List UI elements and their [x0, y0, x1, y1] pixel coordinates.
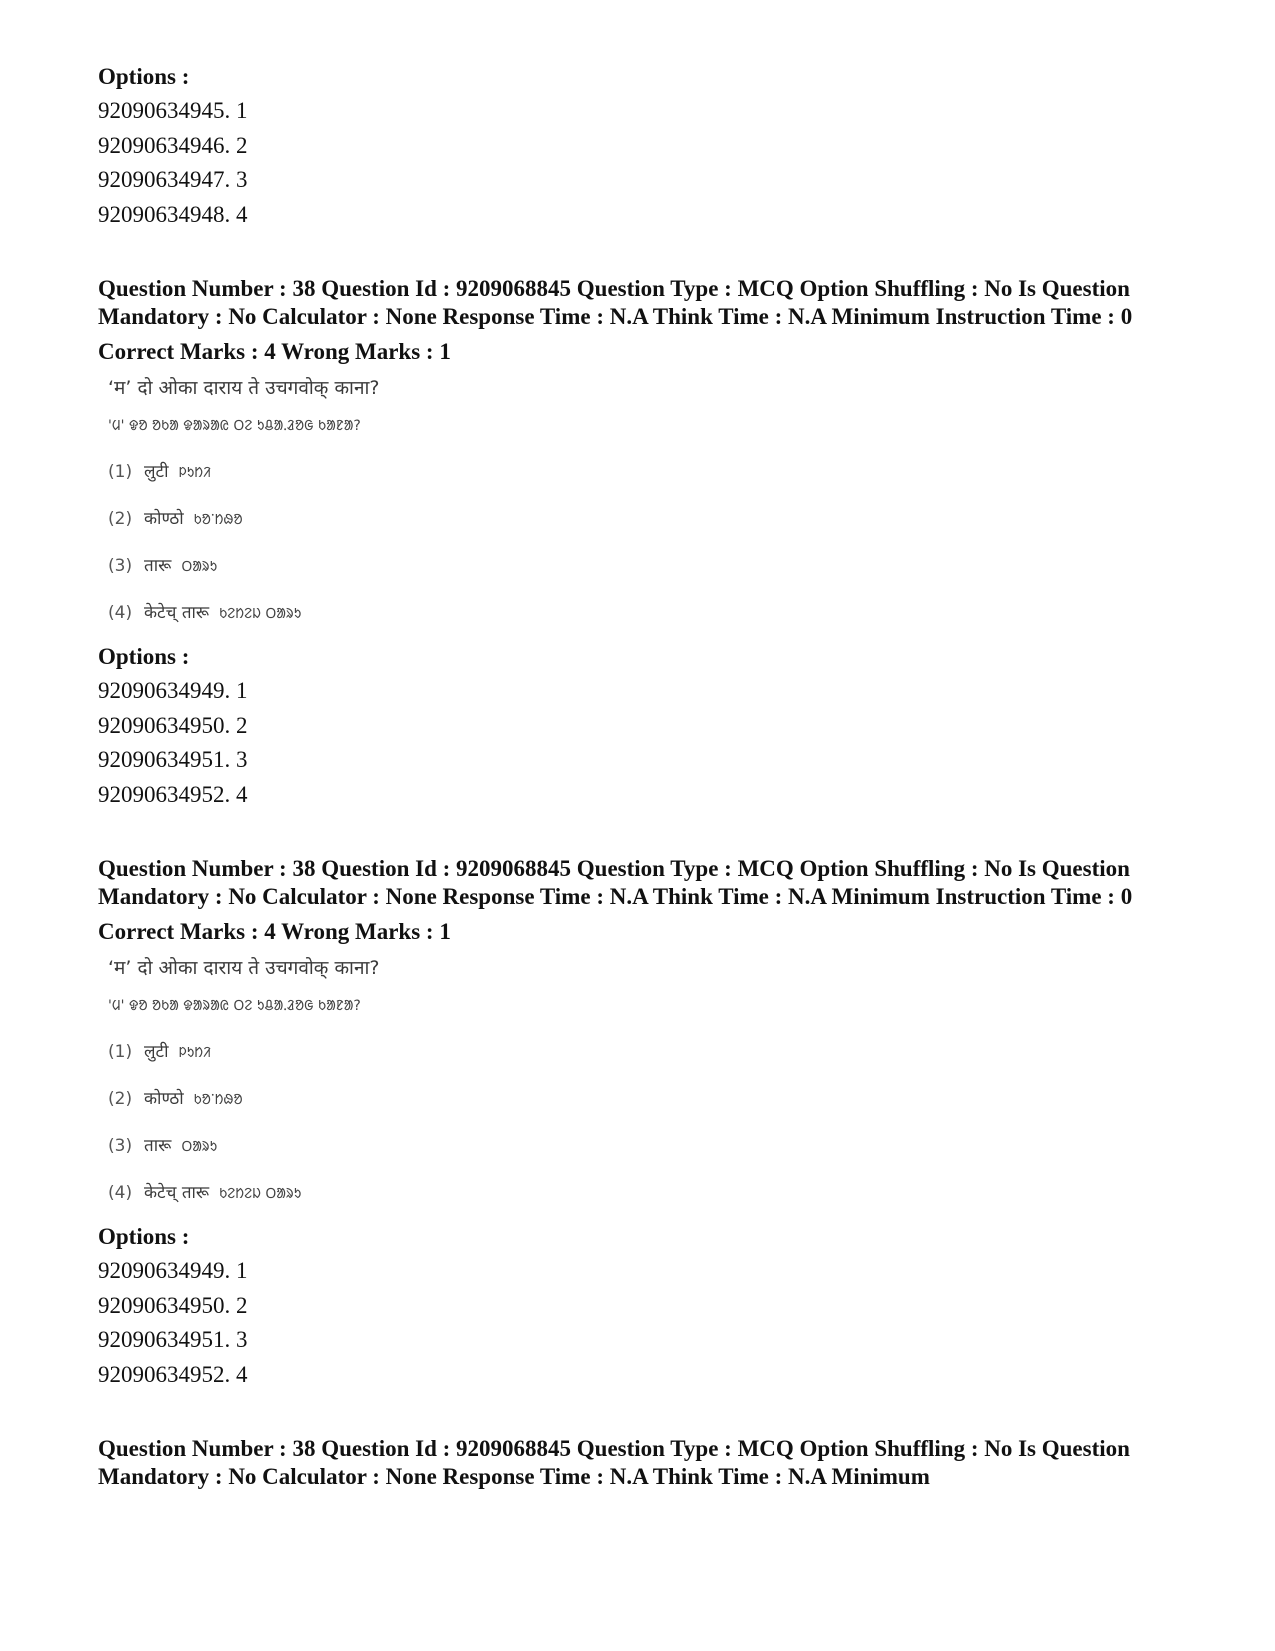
choice-text-olchiki: ᱞᱩᱴᱤ [178, 1045, 211, 1061]
question-header: Question Number : 38 Question Id : 9209068845 Question Type : MCQ Option Shuffling : No Is Question Mandatory : No Calculator : None Response Time : N.A Think Time : N.A Minimum Instruction Time : 0 [98, 276, 1133, 329]
question-choice [108, 553, 438, 579]
option-line: 92090634949. 1 [98, 1258, 248, 1283]
choice-text-devanagari: केटेच् तारू [144, 1183, 210, 1203]
option-line: 92090634950. 2 [98, 1292, 248, 1318]
choice-number: (2) [108, 509, 133, 529]
question-header: Question Number : 38 Question Id : 9209068845 Question Type : MCQ Option Shuffling : No Is Question Mandatory : No Calculator : None Response Time : N.A Think Time : N.A Minimum [98, 1436, 1130, 1489]
question-choice [108, 600, 438, 626]
choice-number: (1) [108, 1042, 133, 1062]
question-header: Question Number : 38 Question Id : 9209068845 Question Type : MCQ Option Shuffling : No Is Question Mandatory : No Calculator : None Response Time : N.A Think Time : N.A Minimum Instruction Time : 0 [98, 856, 1133, 909]
choice-number: (3) [108, 556, 133, 576]
choice-text-olchiki: ᱠᱮᱴᱮᱡ ᱛᱟᱨᱩ [219, 606, 302, 622]
question-choice [108, 1039, 438, 1065]
choice-number: (4) [108, 1183, 133, 1203]
choice-text-devanagari: कोण्ठो [144, 509, 184, 529]
option-line: 92090634951. 3 [98, 747, 248, 772]
marks-line: Correct Marks : 4 Wrong Marks : 1 [98, 339, 451, 364]
question-text-olchiki: 'ᱢ' ᱫᱚ ᱚᱠᱟ ᱫᱟᱨᱟᱭ ᱛᱮ ᱩᱪᱟᱹᱲᱚᱜ ᱠᱟᱱᱟ? [108, 998, 361, 1014]
choice-text-olchiki: ᱛᱟᱨᱩ [181, 559, 218, 575]
question-choice [108, 1133, 438, 1159]
option-line: 92090634951. 3 [98, 1327, 248, 1352]
options-section [98, 60, 1198, 232]
choice-text-olchiki: ᱠᱚᱸᱴᱷᱚ [193, 1092, 243, 1108]
question-choice [108, 1180, 438, 1206]
choice-text-devanagari: केटेच् तारू [144, 603, 210, 623]
choice-number: (4) [108, 603, 133, 623]
choice-text-olchiki: ᱞᱩᱴᱤ [178, 465, 211, 481]
question-choice [108, 1086, 438, 1112]
choice-number: (2) [108, 1089, 133, 1109]
options-heading: Options : [98, 64, 190, 89]
option-line: 92090634949. 1 [98, 678, 248, 703]
option-line: 92090634945. 1 [98, 98, 248, 123]
choice-text-olchiki: ᱠᱚᱸᱴᱷᱚ [193, 512, 243, 528]
option-line: 92090634948. 4 [98, 201, 248, 227]
option-line: 92090634947. 3 [98, 167, 248, 192]
option-line: 92090634946. 2 [98, 132, 248, 158]
choice-text-devanagari: लुटी [144, 1042, 169, 1062]
options-heading: Options : [98, 1224, 190, 1249]
question-block [98, 855, 1198, 1392]
marks-line: Correct Marks : 4 Wrong Marks : 1 [98, 919, 451, 944]
choice-number: (3) [108, 1136, 133, 1156]
option-line: 92090634950. 2 [98, 712, 248, 738]
choice-text-olchiki: ᱠᱮᱴᱮᱡ ᱛᱟᱨᱩ [219, 1186, 302, 1202]
choice-number: (1) [108, 462, 133, 482]
choice-text-devanagari: कोण्ठो [144, 1089, 184, 1109]
question-text-olchiki: 'ᱢ' ᱫᱚ ᱚᱠᱟ ᱫᱟᱨᱟᱭ ᱛᱮ ᱩᱪᱟᱹᱲᱚᱜ ᱠᱟᱱᱟ? [108, 418, 361, 434]
choice-text-devanagari: तारू [144, 556, 172, 576]
question-choice [108, 459, 438, 485]
option-line: 92090634952. 4 [98, 1361, 248, 1387]
choice-text-olchiki: ᱛᱟᱨᱩ [181, 1139, 218, 1155]
option-line: 92090634952. 4 [98, 781, 248, 807]
question-choice [108, 506, 438, 532]
document-page [98, 60, 1198, 1491]
choice-text-devanagari: तारू [144, 1136, 172, 1156]
question-text-devanagari: ‘म’ दो ओका दाराय ते उचगवोक् काना? [108, 957, 380, 979]
question-block [98, 275, 1198, 812]
question-image [108, 372, 438, 626]
choice-text-devanagari: लुटी [144, 462, 169, 482]
options-heading: Options : [98, 644, 190, 669]
question-text-devanagari: ‘म’ दो ओका दाराय ते उचगवोक् काना? [108, 377, 380, 399]
question-image [108, 952, 438, 1206]
